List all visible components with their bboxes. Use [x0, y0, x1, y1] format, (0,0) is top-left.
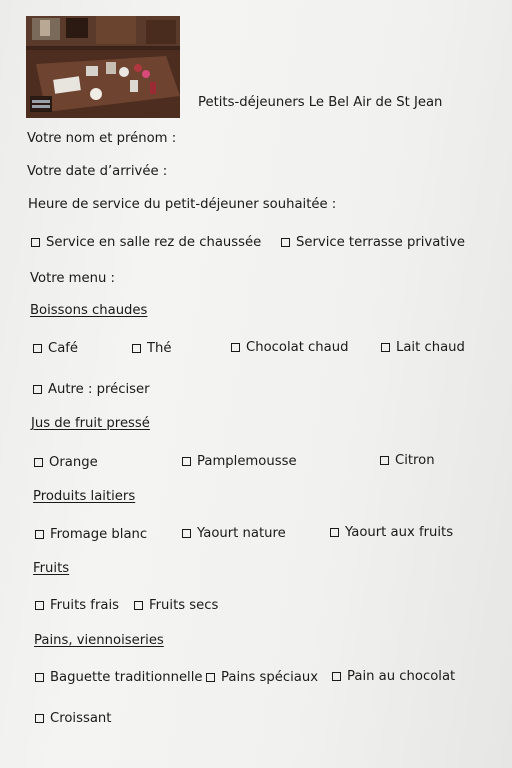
checkbox-icon[interactable]	[35, 601, 44, 610]
checkbox-icon[interactable]	[330, 528, 339, 537]
option-yaourt-nature[interactable]	[182, 526, 286, 541]
checkbox-icon[interactable]	[231, 343, 240, 352]
section-heading-boissons: Boissons chaudes	[30, 303, 148, 318]
menu-label: Votre menu :	[30, 271, 115, 286]
option-label: Thé	[147, 341, 172, 356]
option-cafe[interactable]	[33, 341, 78, 356]
section-heading-laitiers: Produits laitiers	[33, 489, 136, 504]
option-service-terrasse[interactable]	[281, 235, 465, 250]
option-label: Café	[48, 341, 79, 356]
checkbox-icon[interactable]	[332, 672, 341, 681]
section-heading-pains: Pains, viennoiseries	[34, 633, 164, 648]
option-label: Service en salle rez de chaussée	[46, 235, 262, 250]
option-label: Service terrasse privative	[296, 235, 466, 250]
checkbox-icon[interactable]	[381, 343, 390, 352]
option-label: Lait chaud	[396, 340, 465, 355]
section-heading-jus: Jus de fruit pressé	[31, 416, 150, 431]
checkbox-icon[interactable]	[33, 344, 42, 353]
option-the[interactable]	[132, 341, 172, 356]
checkbox-icon[interactable]	[35, 714, 44, 723]
section-heading-fruits: Fruits	[33, 561, 70, 576]
name-field-label: Votre nom et prénom :	[27, 131, 177, 146]
form-title: Petits-déjeuners Le Bel Air de St Jean	[198, 95, 443, 110]
option-label: Fruits frais	[50, 598, 119, 613]
option-autre[interactable]	[33, 382, 150, 397]
option-label: Fromage blanc	[50, 527, 148, 542]
option-label: Baguette traditionnelle	[50, 670, 203, 685]
checkbox-icon[interactable]	[281, 238, 290, 247]
checkbox-icon[interactable]	[31, 238, 40, 247]
checkbox-icon[interactable]	[33, 385, 42, 394]
option-chocolat-chaud[interactable]	[231, 340, 348, 355]
checkbox-icon[interactable]	[134, 601, 143, 610]
option-label: Yaourt aux fruits	[345, 525, 454, 540]
checkbox-icon[interactable]	[206, 673, 215, 682]
option-pains-speciaux[interactable]	[206, 670, 318, 685]
option-label: Citron	[395, 453, 435, 468]
checkbox-icon[interactable]	[35, 673, 44, 682]
option-yaourt-fruits[interactable]	[330, 525, 453, 540]
option-label: Autre : préciser	[48, 382, 150, 397]
option-label: Pain au chocolat	[347, 669, 456, 684]
option-label: Yaourt nature	[197, 526, 286, 541]
option-fruits-frais[interactable]	[35, 598, 119, 613]
checkbox-icon[interactable]	[132, 344, 141, 353]
option-pamplemousse[interactable]	[182, 454, 297, 469]
checkbox-icon[interactable]	[182, 457, 191, 466]
option-label: Orange	[49, 455, 98, 470]
option-croissant[interactable]	[35, 711, 111, 726]
option-fruits-secs[interactable]	[134, 598, 218, 613]
arrival-date-label: Votre date d’arrivée :	[27, 164, 168, 179]
option-service-salle[interactable]	[31, 235, 261, 250]
checkbox-icon[interactable]	[182, 529, 191, 538]
option-label: Chocolat chaud	[246, 340, 349, 355]
option-baguette[interactable]	[35, 670, 203, 685]
checkbox-icon[interactable]	[34, 458, 43, 467]
option-citron[interactable]	[380, 453, 435, 468]
option-label: Fruits secs	[149, 598, 219, 613]
option-pain-au-chocolat[interactable]	[332, 669, 455, 684]
option-label: Pamplemousse	[197, 454, 297, 469]
option-label: Croissant	[50, 711, 112, 726]
checkbox-icon[interactable]	[380, 456, 389, 465]
option-orange[interactable]	[34, 455, 98, 470]
option-lait-chaud[interactable]	[381, 340, 465, 355]
option-label: Pains spéciaux	[221, 670, 319, 685]
breakfast-photo	[26, 16, 180, 118]
option-fromage-blanc[interactable]	[35, 527, 147, 542]
checkbox-icon[interactable]	[35, 530, 44, 539]
service-time-label: Heure de service du petit-déjeuner souhaitée :	[28, 197, 337, 212]
